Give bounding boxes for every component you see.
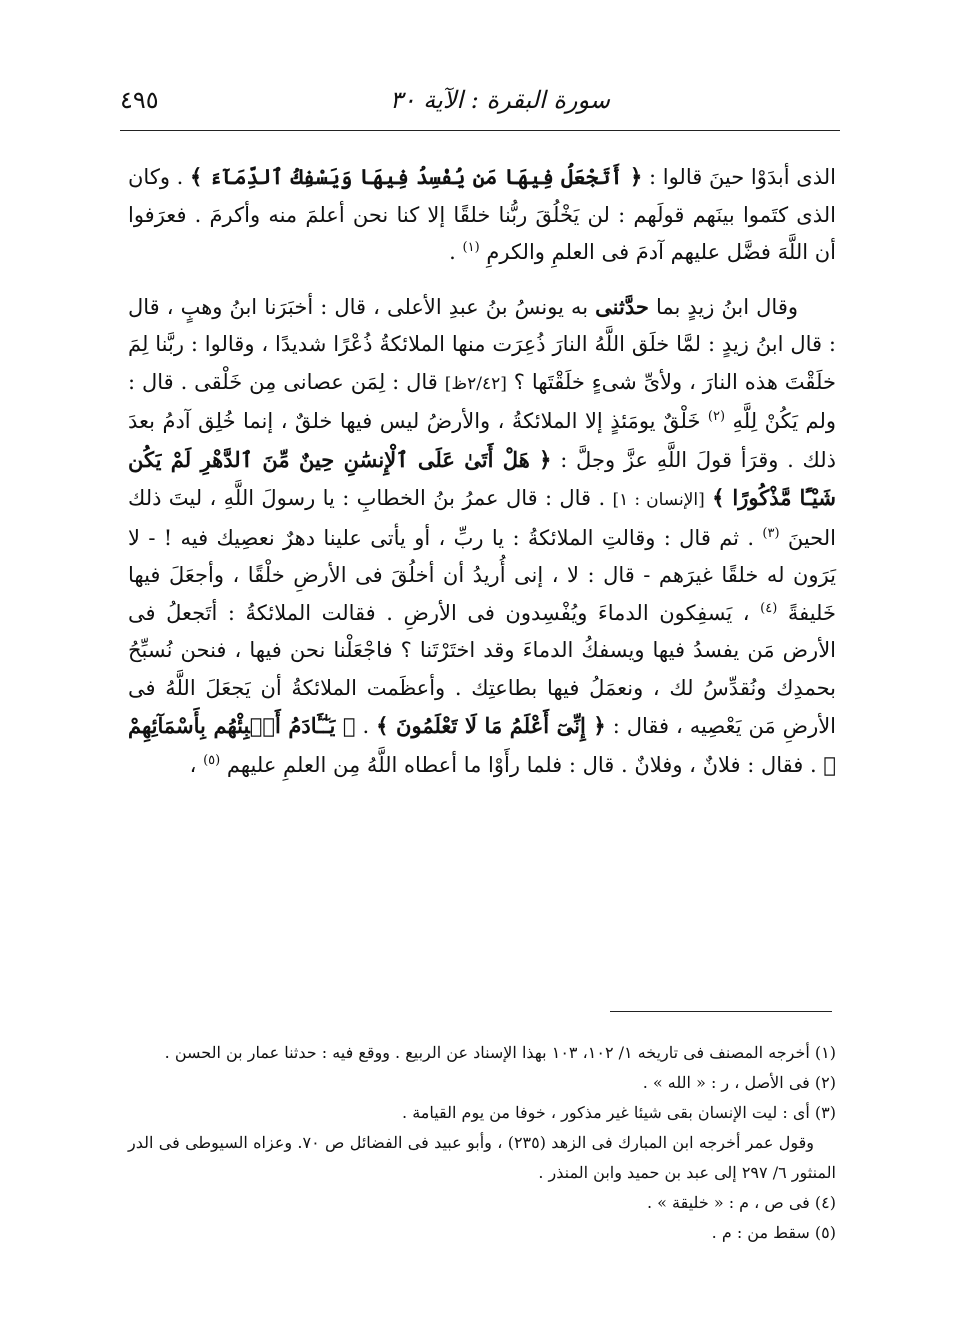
text-segment: . ثم قال : وقالتِ الملائكةُ : يا ربِّ ، أو يأتى علينا دهرٌ نعصِيك فيه ! - لا يَرَون له خلقًا غيرَهم - قال : لا ، إنى أُريدُ أن أخلُقَ فى الأرضِ خلْقًا ، وأجعَلَ فيها خَليفةً bbox=[128, 525, 836, 625]
text-segment: . قال : قال عمرُ بنُ الخطابِ : يا رسولَ اللَّهِ ، ليتَ ذلك الحينَ bbox=[128, 486, 836, 550]
footnote-2: (٢) فى الأصل ، ر : « الله » . bbox=[642, 1073, 836, 1092]
footnote-ref: (٥) bbox=[203, 752, 221, 768]
header-rule bbox=[120, 130, 840, 131]
footnote-ref: (٢) bbox=[707, 409, 726, 424]
text-segment: خَلْقٌ يومَئذٍ إلا الملائكةُ ، والأرضُ ليس فيها خلقٌ ، إنما خُلِق آدمُ بعدَ ذلك . وقرَأ قولَ اللَّهِ عزَّ وجلَّ : bbox=[128, 409, 836, 472]
text-segment: ، يَسفِكون الدماءَ ويُفْسِدون فى الأرضِ . فقالت الملائكةُ : أتَجعلُ فى الأرض مَن يفسدُ فيها ويسفكُ الدماءَ وقد اختَرْتَنا ؟ فاجْعَلْنا نحن فيها ، فنحن نُسبِّحُ بحمدِك ونُقدِّسُ لك ، ونعمَلُ فيها بطاعتِك . وأعظَمت الملائكةُ أن يَجعَلَ اللَّهُ فى الأرضِ مَن يَعْصِيه ، فقال : bbox=[128, 600, 837, 738]
manuscript-ref: [٢/٤٢ظ] bbox=[444, 373, 507, 394]
quran-verse: ﴿ يَـٰٓـَٔادَمُ أَنۢبِئْهُم بِأَسْمَآئِهِمْ ﴾ bbox=[128, 713, 836, 777]
footnote-3-continued: وقول عمر أخرجه ابن المبارك فى الزهد (٢٣٥) ، وأبو عبيد فى الفضائل ص ٧٠. وعزاه السيوطى فى الدر المنثور ٦/ ٢٩٧ إلى عبد بن حميد وابن المنذر . bbox=[128, 1133, 836, 1182]
surah-ref: [الإنسان : ١] bbox=[612, 490, 705, 510]
footnote-separator bbox=[610, 1011, 832, 1012]
quran-verse: ﴿ أَتَجْعَلُ فِيهَا مَن يُفْسِدُ فِيهَا وَيَسْفِكُ ٱلدِّمَآءَ ﴾ bbox=[190, 164, 643, 189]
text-segment: ، bbox=[189, 752, 197, 777]
footnote-5: (٥) سقط من : م . bbox=[711, 1223, 836, 1242]
text-segment: . bbox=[362, 714, 370, 738]
footnote-4: (٤) فى ص ، م : « خليقة » . bbox=[647, 1193, 836, 1212]
text-segment: . فقال : فلانٌ ، وفلانٌ . قال : فلما رأَوْا ما أعطاه اللَّهُ مِن العلمِ عليهم bbox=[226, 752, 817, 777]
quran-verse: ﴿ هَلْ أَتَىٰ عَلَى ٱلْإِنسَٰنِ حِينٌ مِّنَ ٱلدَّهْرِ لَمْ يَكُن شَيْـًٔا مَّذْكُورًا ﴾ bbox=[128, 446, 836, 510]
footnote-ref: (٤) bbox=[760, 600, 778, 616]
text-segment: قال : لِمَن عصانى مِن خَلْقى . قال : ولم يَكُنْ لِلَّهِ bbox=[128, 369, 836, 433]
main-text bbox=[128, 158, 836, 784]
footnote-3: (٣) أى : ليت الإنسان بقى شيئا غير مذكور ، خوفا من يوم القيامة . bbox=[402, 1103, 836, 1122]
running-header bbox=[120, 86, 840, 126]
text-segment: الذى أبدَوْا حينَ قالوا : bbox=[648, 165, 836, 189]
footnote-ref: (١) bbox=[462, 240, 480, 255]
text-segment: وقال ابنُ زيدٍ بما bbox=[655, 294, 798, 319]
quran-verse: ﴿ إِنِّىٓ أَعْلَمُ مَا لَا تَعْلَمُونَ ﴾ bbox=[376, 713, 606, 738]
footnotes bbox=[128, 1038, 836, 1248]
paragraph-2 bbox=[128, 288, 836, 785]
text-segment: به يونسُ بنُ عبدِ الأعلى ، قال : أخبَرَنا ابنُ وهبٍ ، قال : قال ابنُ زيدٍ : لمَّا خلَق اللَّهُ النارَ ذُعِرَت منها الملائكةُ ذُعْرًا شديدًا ، وقالوا : ربَّنا لِمَ خلَقْتَ هذه النارَ ، ولأىِّ شىءٍ خلَقْتَها ؟ bbox=[128, 294, 836, 394]
text-segment: . وكان الذى كتَموا بينَهم قولَهم : لن يَخْلُقَ ربُّنا خلقًا إلا كنا نحن أعلمَ منه وأكرمَ . فعرَفوا أن اللَّهَ فضَّل عليهم آدمَ فى العلمِ والكرمِ bbox=[128, 165, 836, 264]
surah-title: سورة البقرة : الآية ٣٠ bbox=[389, 86, 610, 114]
text-segment: . bbox=[449, 240, 456, 264]
footnote-ref: (٣) bbox=[762, 525, 780, 541]
paragraph-1 bbox=[128, 158, 836, 272]
footnote-1: (١) أخرجه المصنف فى تاريخه ١/ ١٠٢، ١٠٣ بهذا الإسناد عن الربيع . ووقع فيه : حدثنا عمار بن الحسن . bbox=[164, 1043, 836, 1062]
page-number: ٤٩٥ bbox=[120, 86, 159, 114]
bold-term: حدَّثنى bbox=[595, 293, 649, 319]
